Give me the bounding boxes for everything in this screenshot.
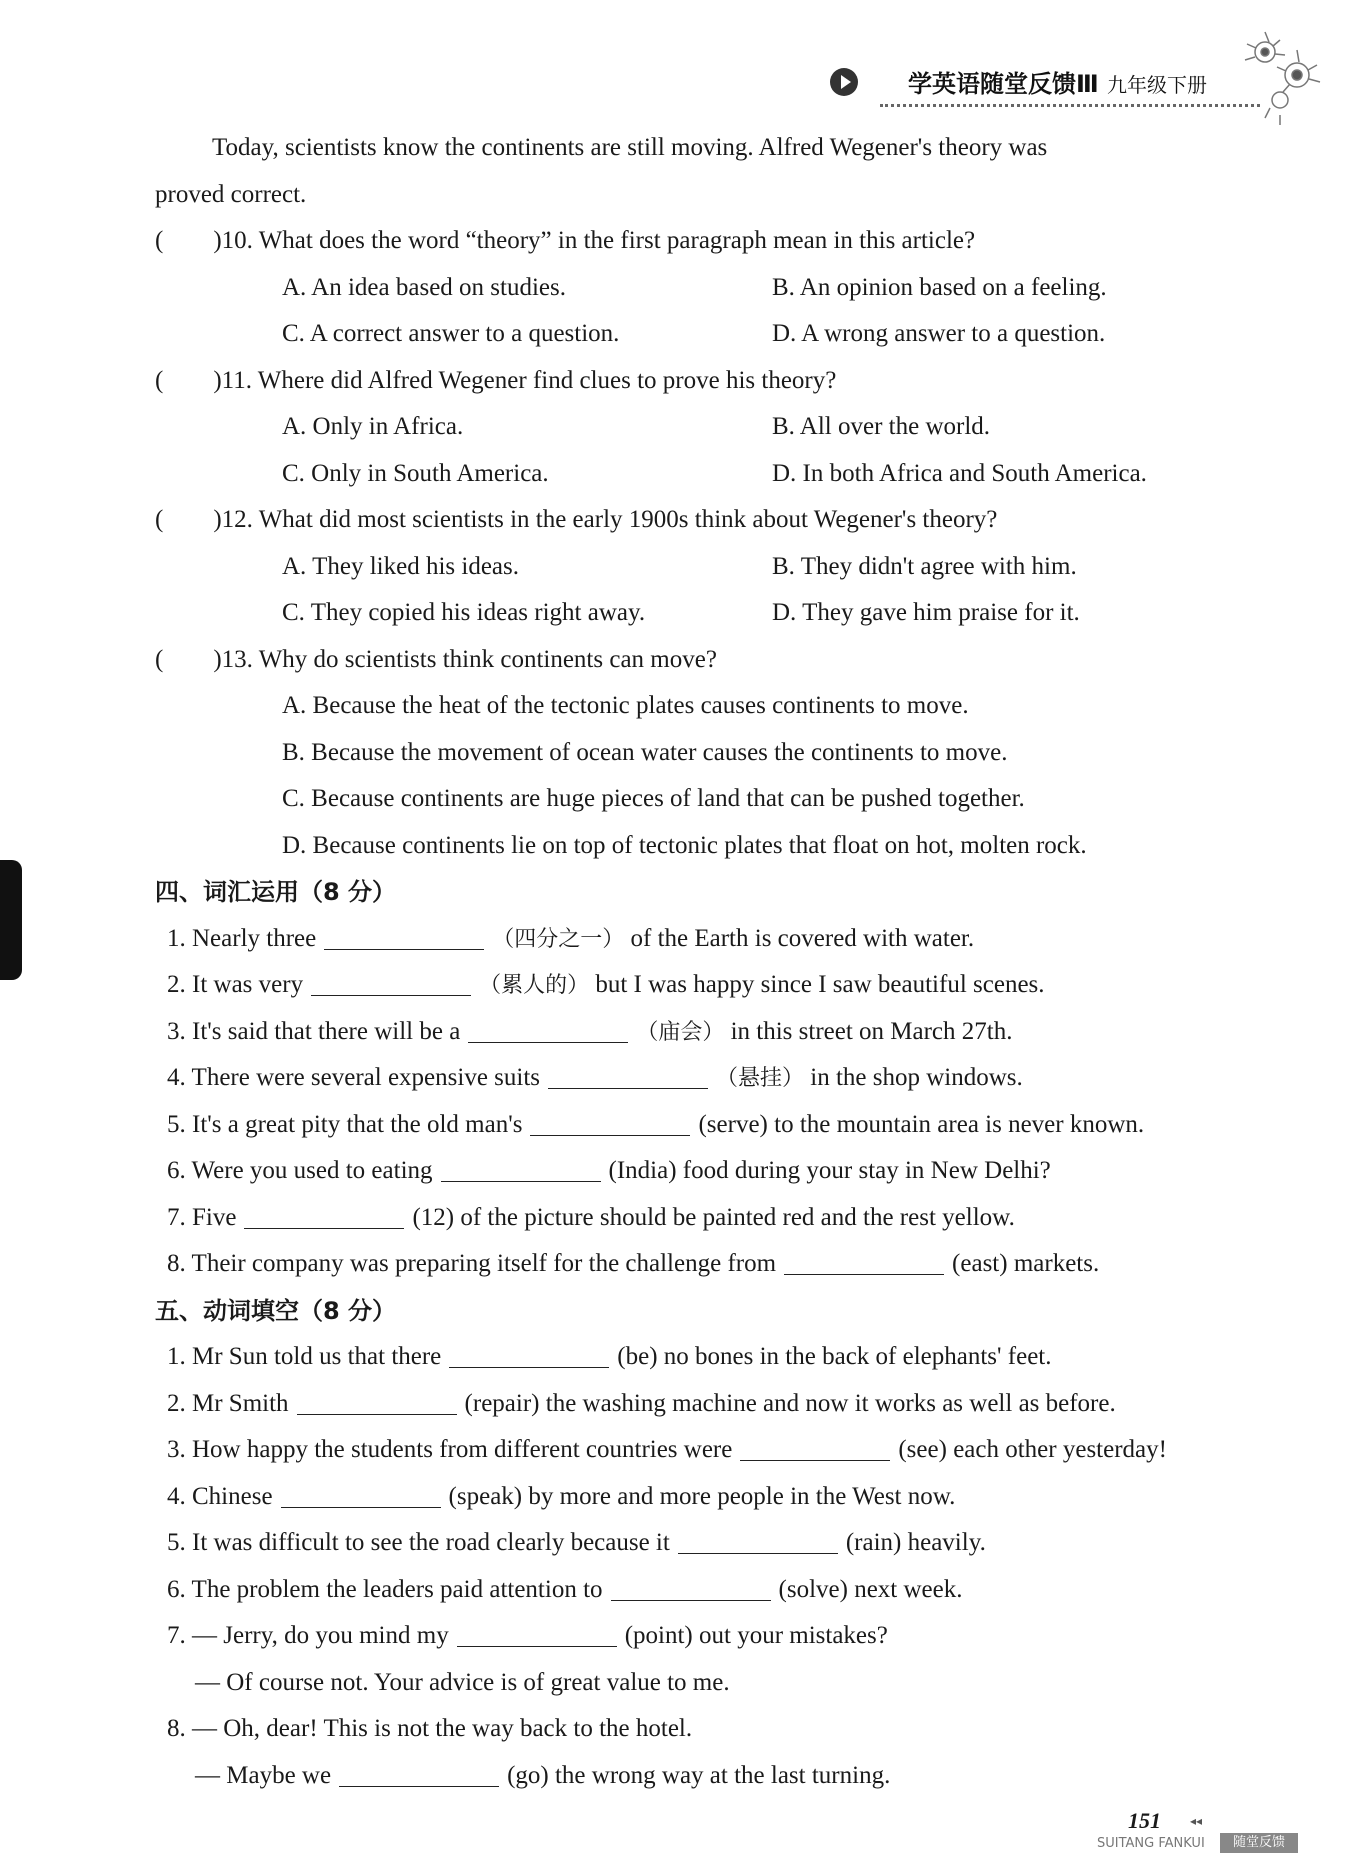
scan-artifact — [0, 860, 22, 980]
vocab-item-8: 8. Their company was preparing itself for the challenge from (east) markets. — [155, 1241, 1270, 1288]
answer-blank[interactable] — [311, 965, 471, 996]
option-b: B. Because the movement of ocean water causes the continents to move. — [282, 738, 1008, 766]
option-a: A. Because the heat of the tectonic plates causes continents to move. — [282, 692, 969, 719]
question-13: ( )13. Why do scientists think continents can move? — [155, 645, 717, 673]
vocab-item-2: 2. It was very （累人的） but I was happy since I saw beautiful scenes. — [155, 962, 1270, 1009]
answer-blank[interactable] — [297, 1384, 457, 1415]
option-d: D. Because continents lie on top of tectonic plates that float on hot, molten rock. — [282, 831, 1087, 859]
footer-badge: 随堂反馈 — [1220, 1833, 1298, 1853]
section-4-title: 四、词汇运用（8 分） — [155, 878, 397, 906]
answer-blank[interactable] — [784, 1244, 944, 1275]
option-b: B. An opinion based on a feeling. — [772, 273, 1107, 301]
header-title: 学英语随堂反馈Ⅲ 九年级下册 — [908, 70, 1208, 98]
worksheet-content — [155, 125, 1270, 1799]
passage-line: Today, scientists know the continents are still moving. Alfred Wegener's theory was — [212, 134, 1048, 161]
page-header — [830, 60, 1260, 110]
verb-item-6: 6. The problem the leaders paid attention to (solve) next week. — [155, 1567, 1270, 1614]
option-d: D. A wrong answer to a question. — [772, 320, 1106, 347]
answer-blank[interactable] — [244, 1198, 404, 1229]
question-11: ( )11. Where did Alfred Wegener find clues to prove his theory? — [155, 366, 837, 394]
answer-blank[interactable] — [281, 1477, 441, 1508]
verb-item-1: 1. Mr Sun told us that there (be) no bones in the back of elephants' feet. — [155, 1334, 1270, 1381]
question-12: ( )12. What did most scientists in the early 1900s think about Wegener's theory? — [155, 506, 998, 533]
option-c: C. Because continents are huge pieces of land that can be pushed together. — [282, 785, 1025, 812]
verb-item-4: 4. Chinese (speak) by more and more people in the West now. — [155, 1474, 1270, 1521]
option-c: C. A correct answer to a question. — [282, 320, 620, 347]
double-arrow-left-icon: ◂◂ — [1190, 1814, 1203, 1828]
verb-item-7-reply: — Of course not. Your advice is of great value to me. — [195, 1668, 730, 1696]
footer-brand: SUITANG FANKUI — [1097, 1836, 1205, 1851]
page-number: 151 — [1128, 1808, 1161, 1833]
option-c: C. They copied his ideas right away. — [282, 599, 646, 626]
vocab-item-4: 4. There were several expensive suits （悬挂） in the shop windows. — [155, 1055, 1270, 1102]
option-a: A. They liked his ideas. — [282, 552, 519, 580]
vocab-item-3: 3. It's said that there will be a （庙会） in this street on March 27th. — [155, 1009, 1270, 1056]
flower-decoration-icon — [1235, 20, 1330, 130]
verb-item-5: 5. It was difficult to see the road clearly because it (rain) heavily. — [155, 1520, 1270, 1567]
answer-blank[interactable] — [678, 1523, 838, 1554]
header-dotted-divider — [880, 104, 1260, 107]
verb-item-8-reply: — Maybe we (go) the wrong way at the last turning. — [155, 1753, 1270, 1800]
answer-blank[interactable] — [441, 1151, 601, 1182]
option-a: A. Only in Africa. — [282, 413, 464, 440]
answer-blank[interactable] — [530, 1105, 690, 1136]
option-c: C. Only in South America. — [282, 459, 549, 487]
answer-blank[interactable] — [740, 1430, 890, 1461]
answer-blank[interactable] — [449, 1337, 609, 1368]
vocab-item-5: 5. It's a great pity that the old man's (serve) to the mountain area is never known. — [155, 1102, 1270, 1149]
verb-item-3: 3. How happy the students from different countries were (see) each other yesterday! — [155, 1427, 1270, 1474]
verb-item-2: 2. Mr Smith (repair) the washing machine and now it works as well as before. — [155, 1381, 1270, 1428]
answer-blank[interactable] — [457, 1616, 617, 1647]
answer-blank[interactable] — [324, 919, 484, 950]
option-d: D. In both Africa and South America. — [772, 459, 1147, 487]
answer-blank[interactable] — [548, 1058, 708, 1089]
verb-item-7: 7. — Jerry, do you mind my (point) out your mistakes? — [155, 1613, 1270, 1660]
answer-blank[interactable] — [339, 1756, 499, 1787]
option-b: B. All over the world. — [772, 413, 991, 440]
option-a: A. An idea based on studies. — [282, 273, 566, 301]
play-circle-icon — [830, 68, 858, 96]
answer-blank[interactable] — [468, 1012, 628, 1043]
vocab-item-7: 7. Five (12) of the picture should be painted red and the rest yellow. — [155, 1195, 1270, 1242]
passage-line: proved correct. — [155, 180, 307, 208]
verb-item-8: 8. — Oh, dear! This is not the way back to the hotel. — [167, 1715, 693, 1742]
vocab-item-1: 1. Nearly three （四分之一） of the Earth is covered with water. — [155, 916, 1270, 963]
section-5-title: 五、动词填空（8 分） — [155, 1296, 397, 1325]
option-d: D. They gave him praise for it. — [772, 599, 1080, 626]
vocab-item-6: 6. Were you used to eating (India) food during your stay in New Delhi? — [155, 1148, 1270, 1195]
question-10: ( )10. What does the word “theory” in the first paragraph mean in this article? — [155, 227, 976, 254]
answer-blank[interactable] — [611, 1570, 771, 1601]
option-b: B. They didn't agree with him. — [772, 552, 1077, 580]
